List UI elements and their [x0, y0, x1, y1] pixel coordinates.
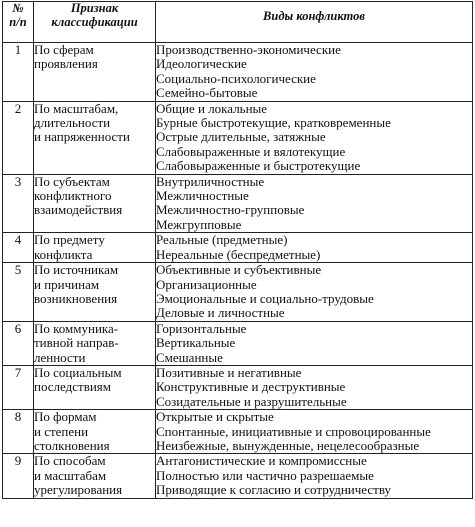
row-number: 8	[3, 410, 34, 454]
table-row	[3, 410, 473, 454]
conflict-kind-item: Приводящие к согласию и сотрудничеству	[156, 482, 392, 498]
conflict-kind-item: Неизбежные, вынужденные, нецелесообразные	[156, 437, 420, 453]
classification-sign-line: По сферам	[34, 42, 94, 57]
conflict-kinds	[156, 174, 473, 233]
conflict-kind-item: Деловые и личностные	[156, 305, 285, 321]
conflict-kinds	[156, 43, 473, 102]
classification-sign	[34, 101, 156, 174]
conflict-kind-item: Конструктивные и деструктивные	[156, 379, 346, 395]
header-sign-line: классификации	[51, 14, 138, 29]
conflict-kind-item: Межличностно-групповые	[156, 202, 305, 218]
conflict-kind-item: Полностью или частично разрешаемые	[156, 467, 374, 483]
header-number	[3, 2, 34, 43]
conflict-kinds	[156, 410, 473, 454]
conflict-kind-item: Вертикальные	[156, 335, 236, 351]
row-number: 3	[3, 174, 34, 233]
table-row	[3, 101, 473, 174]
table-row	[3, 43, 473, 102]
conflict-kind-item: Социально-психологические	[156, 70, 316, 86]
classification-sign	[34, 321, 156, 365]
conflict-kind-item: Объективные и субъективные	[156, 262, 322, 278]
classification-sign	[34, 174, 156, 233]
row-number: 4	[3, 233, 34, 263]
header-row	[3, 2, 473, 43]
conflict-kind-item: Нереальные (беспредметные)	[156, 246, 321, 262]
table-row	[3, 454, 473, 498]
classification-sign-line: возникновения	[34, 290, 118, 306]
classification-sign-line: По коммуника-	[34, 320, 119, 336]
classification-sign-line: конфликтного	[34, 188, 112, 204]
table-row	[3, 365, 473, 409]
classification-sign-line: и степени	[34, 423, 89, 439]
classification-sign-line: и масштабам	[34, 467, 107, 483]
conflict-kind-item: Смешанные	[156, 349, 223, 365]
classification-sign-line: и причинам	[34, 276, 100, 292]
conflict-kind-item: Антагонистические и компромиссные	[156, 453, 367, 469]
classification-sign-line: По субъектам	[34, 173, 110, 189]
classification-sign-line: По источникам	[34, 262, 119, 278]
header-number-line: №	[12, 1, 24, 15]
conflict-kind-item: Внутриличностные	[156, 173, 265, 189]
classification-sign-line: По масштабам,	[34, 100, 119, 116]
conflict-kind-item: Созидательные и разрушительные	[156, 393, 347, 409]
table-row	[3, 321, 473, 365]
header-sign-line: Признак	[70, 1, 119, 15]
row-number: 9	[3, 454, 34, 498]
conflict-kind-item: Межгрупповые	[156, 216, 242, 232]
row-number: 7	[3, 365, 34, 409]
table-row	[3, 263, 473, 322]
classification-sign	[34, 454, 156, 498]
conflict-kinds	[156, 454, 473, 498]
classification-sign-line: ленности	[34, 349, 86, 365]
classification-sign-line: По социальным	[34, 364, 122, 380]
classification-sign-line: тивной направ-	[34, 335, 119, 351]
row-number: 2	[3, 101, 34, 174]
conflict-kind-item: Спонтанные, инициативные и спровоцированные	[156, 423, 431, 439]
classification-sign-line: последствиям	[34, 379, 112, 395]
table-body	[3, 43, 473, 499]
conflict-kinds	[156, 263, 473, 322]
conflict-kind-item: Межличностные	[156, 188, 249, 204]
row-number: 6	[3, 321, 34, 365]
conflict-kind-item: Открытые и скрытые	[156, 409, 274, 425]
classification-sign-line: урегулирования	[34, 482, 123, 498]
conflict-kinds	[156, 233, 473, 263]
conflict-kind-item: Бурные быстротекущие, кратковременные	[156, 115, 391, 131]
table-header	[3, 2, 473, 43]
classification-sign	[34, 233, 156, 263]
classification-sign-line: длительности	[34, 115, 111, 131]
classification-sign-line: взаимодействия	[34, 202, 123, 218]
conflict-kind-item: Эмоциональные и социально-трудовые	[156, 290, 374, 306]
conflict-kind-item: Острые длительные, затяжные	[156, 129, 326, 145]
conflict-kind-item: Семейно-бытовые	[156, 85, 258, 101]
conflict-kinds	[156, 321, 473, 365]
classification-sign	[34, 43, 156, 102]
conflict-kind-item: Слабовыраженные и вялотекущие	[156, 143, 346, 159]
classification-sign-line: и напряженности	[34, 129, 130, 145]
conflict-kind-item: Реальные (предметные)	[156, 232, 288, 248]
table-row	[3, 233, 473, 263]
header-classification-sign	[34, 2, 156, 43]
conflict-kind-item: Идеологические	[156, 56, 247, 72]
conflict-kind-item: Общие и локальные	[156, 100, 268, 116]
classification-sign-line: столкновения	[34, 437, 110, 453]
classification-sign-line: По способам	[34, 453, 106, 469]
classification-sign-line: проявления	[34, 56, 98, 72]
conflict-kinds	[156, 365, 473, 409]
conflict-kinds	[156, 101, 473, 174]
conflict-kind-item: Организационные	[156, 276, 257, 292]
classification-sign	[34, 263, 156, 322]
conflict-kind-item: Производственно-экономические	[156, 42, 341, 57]
classification-sign-line: конфликта	[34, 246, 93, 262]
header-conflict-kinds: Виды конфликтов	[156, 2, 473, 43]
conflict-kind-item: Горизонтальные	[156, 320, 247, 336]
classification-sign	[34, 410, 156, 454]
conflict-kind-item: Слабовыраженные и быстротекущие	[156, 158, 361, 174]
conflict-kind-item: Позитивные и негативные	[156, 364, 302, 380]
conflict-classification-table	[2, 1, 473, 499]
row-number: 5	[3, 263, 34, 322]
classification-sign-line: По предмету	[34, 232, 105, 248]
classification-sign	[34, 365, 156, 409]
header-number-line: п/п	[9, 14, 27, 29]
row-number: 1	[3, 43, 34, 102]
classification-sign-line: По формам	[34, 409, 97, 425]
table-row	[3, 174, 473, 233]
